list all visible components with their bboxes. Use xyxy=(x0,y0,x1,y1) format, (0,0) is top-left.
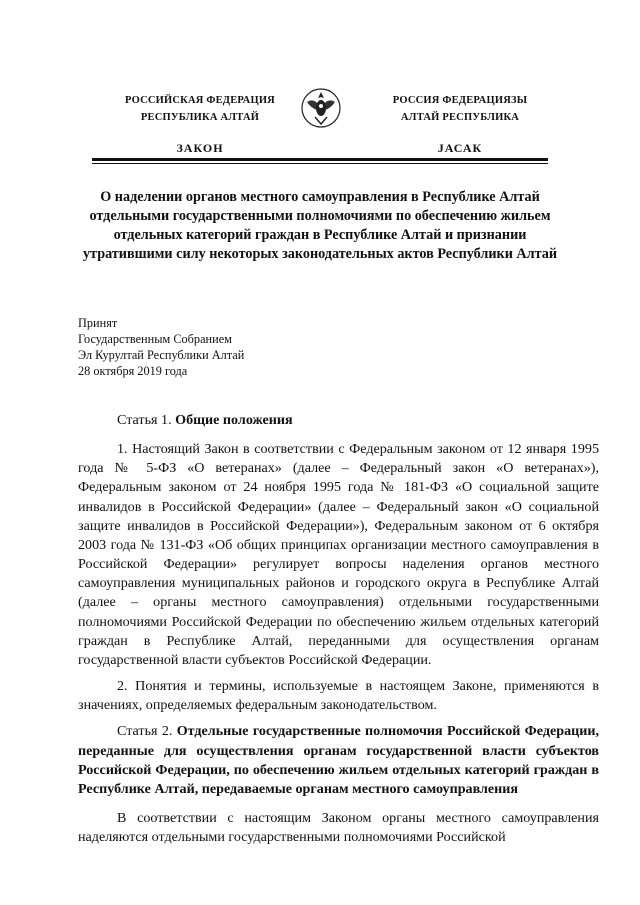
adoption-date: 28 октября 2019 года xyxy=(78,364,188,378)
law-body xyxy=(78,411,599,847)
article-2-prefix: Статья 2. xyxy=(117,723,177,740)
article-2-title: Отдельные государственные полномочия Российской Федерации, переданные для осуществления органам государственной власти субъектов Российской Федерации, по обеспечению жильем отдельных категорий граждан в Республике Алтай, передаваемые органам местного самоуправления xyxy=(78,723,600,797)
header-divider-thin xyxy=(92,163,548,164)
coat-of-arms-icon xyxy=(301,84,341,132)
adoption-line-3: Эл Курултай Республики Алтай xyxy=(78,348,245,362)
adoption-line-2: Государственным Собранием xyxy=(78,332,232,346)
adoption-line-1: Принят xyxy=(78,316,118,330)
article-1-prefix: Статья 1. xyxy=(117,412,176,428)
header-right xyxy=(360,92,560,157)
law-title: О наделении органов местного самоуправления в Республике Алтай отдельными государственными полномочиями по обеспечению жильем отдельных категорий граждан в Республике Алтай и признании утратившими силу некоторых законодательных актов Республики Алтай xyxy=(82,189,558,262)
article-1-title: Общие положения xyxy=(175,412,293,428)
header-left-law: ЗАКОН xyxy=(176,141,224,155)
header-left-country: РОССИЙСКАЯ ФЕДЕРАЦИЯ xyxy=(125,95,275,106)
header-right-country: РОССИЯ ФЕДЕРАЦИЯЗЫ xyxy=(392,95,528,106)
header-left xyxy=(100,92,300,157)
header-left-republic: РЕСПУБЛИКА АЛТАЙ xyxy=(140,112,260,123)
header-right-republic: АЛТАЙ РЕСПУБЛИКА xyxy=(400,112,520,123)
adoption-info xyxy=(78,315,378,379)
header-divider-thick xyxy=(92,158,548,161)
article-1-paragraph-2: 2. Понятия и термины, используемые в настоящем Законе, применяются в значениях, определяемых федеральным законодательством. xyxy=(78,678,599,714)
article-2-paragraph-1: В соответствии с настоящим Законом органы местного самоуправления наделяются отдельными государственными полномочиями Российской xyxy=(78,809,599,846)
article-1-heading xyxy=(78,411,599,430)
article-1-paragraph-1: 1. Настоящий Закон в соответствии с Федеральным законом от 12 января 1995 года № 5-ФЗ «О ветеранах» (далее – Федеральный закон «О ветеранах»), Федеральным законом от 24 ноября 1995 года № 181-ФЗ «О социальной защите инвалидов в Российской Федерации» (далее – Федеральный закон «О социальной защите инвалидов в Российской Федерации»), Федеральным законом от 6 октября 2003 года № 131-ФЗ «Об общих принципах организации местного самоуправления в Российской Федерации» регулирует вопросы наделения органов местного самоуправления муниципальных районов и городского округа в Республике Алтай (далее – органы местного самоуправления) отдельными государственными полномочиями Российской Федерации по обеспечению жильем отдельных категорий граждан в Республике Алтай, переданными для осуществления органам государственной власти субъектов Российской Федерации. xyxy=(78,441,599,668)
article-2-heading xyxy=(78,722,599,799)
header-right-law: JАСАК xyxy=(437,141,483,155)
